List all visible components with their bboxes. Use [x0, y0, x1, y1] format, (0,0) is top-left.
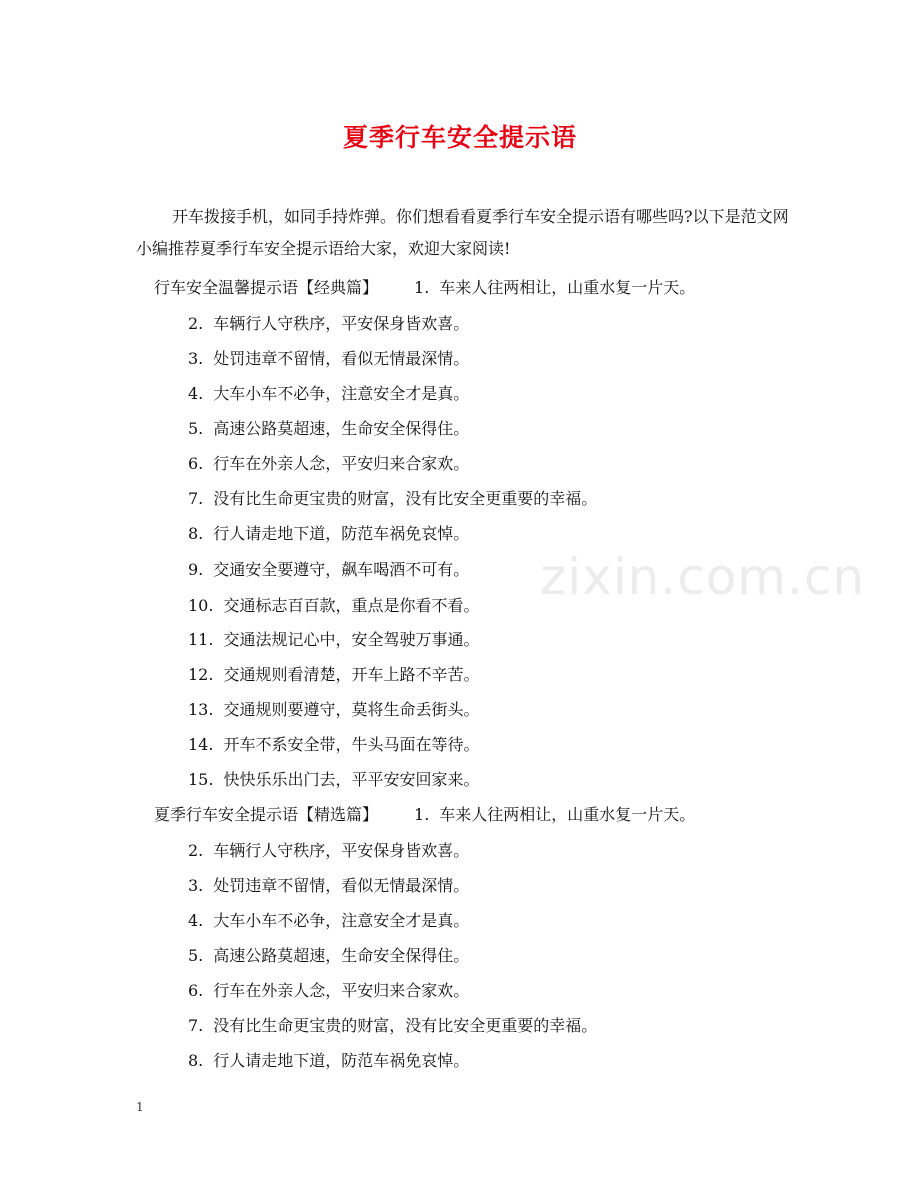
item-text: 车辆行人守秩序，平安保身皆欢喜。 — [213, 841, 470, 860]
item-number: 14. — [188, 735, 214, 754]
item-text: 高速公路莫超速，生命安全保得住。 — [213, 946, 470, 965]
page-number: 1 — [136, 1100, 144, 1114]
item-number: 8. — [188, 524, 204, 543]
item-text: 车来人往两相让，山重水复一片天。 — [439, 278, 696, 297]
section-heading: 行车安全温馨提示语【经典篇】 — [154, 278, 379, 297]
list-item — [188, 873, 469, 896]
item-text: 交通标志百百款，重点是你看不看。 — [223, 596, 480, 615]
item-text: 行车在外亲人念，平安归来合家欢。 — [213, 454, 470, 473]
item-number: 13. — [188, 700, 214, 719]
list-item — [188, 311, 469, 334]
item-number: 3. — [188, 876, 204, 895]
item-number: 7. — [188, 1016, 204, 1035]
item-text: 大车小车不必争，注意安全才是真。 — [213, 384, 470, 403]
item-text: 交通法规记心中，安全驾驶万事通。 — [223, 630, 480, 649]
item-text: 高速公路莫超速，生命安全保得住。 — [213, 419, 470, 438]
watermark: zixin.com.cn — [540, 548, 866, 606]
list-item — [188, 486, 597, 509]
item-text: 处罚违章不留情，看似无情最深情。 — [213, 876, 470, 895]
item-number: 3. — [188, 349, 204, 368]
item-number: 6. — [188, 981, 204, 1000]
list-item — [188, 451, 469, 474]
list-item — [188, 838, 469, 861]
intro-paragraph: 开车拨接手机，如同手持炸弹。你们想看看夏季行车安全提示语有哪些吗?以下是范文网小编推荐夏季行车安全提示语给大家，欢迎大家阅读! — [136, 207, 789, 258]
item-number: 4. — [188, 911, 204, 930]
item-number: 1. — [414, 805, 430, 824]
section-heading-line — [154, 275, 695, 298]
item-text: 开车不系安全带，牛头马面在等待。 — [223, 735, 480, 754]
item-text: 快快乐乐出门去，平平安安回家来。 — [223, 770, 480, 789]
list-item — [188, 662, 479, 685]
item-number: 12. — [188, 665, 214, 684]
item-text: 行车在外亲人念，平安归来合家欢。 — [213, 981, 470, 1000]
item-number: 2. — [188, 314, 204, 333]
item-text: 大车小车不必争，注意安全才是真。 — [213, 911, 470, 930]
item-text: 交通安全要遵守，飙车喝酒不可有。 — [213, 560, 470, 579]
item-number: 10. — [188, 596, 214, 615]
item-text: 交通规则看清楚，开车上路不辛苦。 — [223, 665, 480, 684]
list-item — [188, 346, 469, 369]
item-number: 2. — [188, 841, 204, 860]
item-number: 6. — [188, 454, 204, 473]
item-text: 行人请走地下道，防范车祸免哀悼。 — [213, 1051, 470, 1070]
item-text: 行人请走地下道，防范车祸免哀悼。 — [213, 524, 470, 543]
list-item — [188, 627, 479, 650]
list-item — [188, 732, 479, 755]
section-heading-line — [154, 802, 695, 825]
list-item — [188, 767, 479, 790]
item-number: 9. — [188, 560, 204, 579]
item-number: 5. — [188, 946, 204, 965]
section-heading: 夏季行车安全提示语【精选篇】 — [154, 805, 379, 824]
item-number: 15. — [188, 770, 214, 789]
list-item — [188, 978, 469, 1001]
item-text: 交通规则要遵守，莫将生命丢街头。 — [223, 700, 480, 719]
item-text: 没有比生命更宝贵的财富，没有比安全更重要的幸福。 — [213, 1016, 598, 1035]
item-number: 4. — [188, 384, 204, 403]
item-text: 车来人往两相让，山重水复一片天。 — [439, 805, 696, 824]
item-number: 7. — [188, 489, 204, 508]
list-item — [188, 381, 469, 404]
item-text: 处罚违章不留情，看似无情最深情。 — [213, 349, 470, 368]
list-item — [188, 593, 479, 616]
list-item — [188, 943, 469, 966]
item-text: 车辆行人守秩序，平安保身皆欢喜。 — [213, 314, 470, 333]
item-number: 1. — [414, 278, 430, 297]
list-item — [188, 697, 479, 720]
document-title: 夏季行车安全提示语 — [342, 123, 577, 152]
list-item — [188, 908, 469, 931]
list-item — [414, 805, 695, 824]
item-number: 8. — [188, 1051, 204, 1070]
list-item — [188, 1048, 469, 1071]
list-item — [188, 521, 469, 544]
list-item — [414, 278, 695, 297]
list-item — [188, 557, 469, 580]
item-number: 5. — [188, 419, 204, 438]
item-number: 11. — [188, 630, 214, 649]
item-text: 没有比生命更宝贵的财富，没有比安全更重要的幸福。 — [213, 489, 598, 508]
list-item — [188, 416, 469, 439]
list-item — [188, 1013, 597, 1036]
